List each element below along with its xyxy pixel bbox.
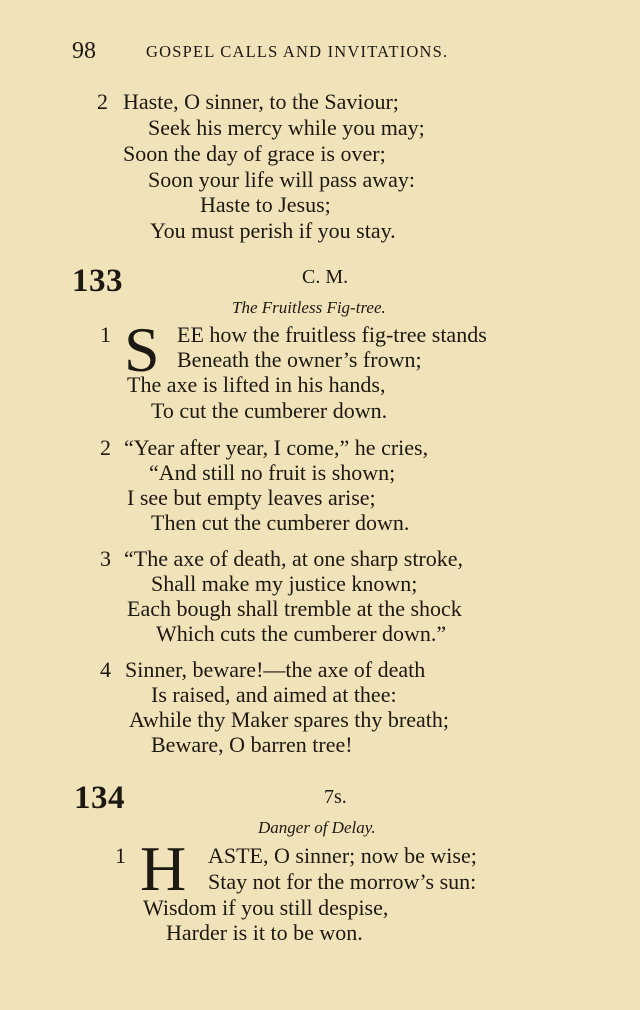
verse-line: I see but empty leaves arise; bbox=[127, 485, 376, 510]
verse-number: 1 bbox=[100, 322, 111, 347]
page-number: 98 bbox=[72, 38, 96, 64]
verse-line: Is raised, and aimed at thee: bbox=[151, 682, 397, 707]
verse-line: Soon your life will pass away: bbox=[148, 167, 416, 192]
hymn-title: The Fruitless Fig-tree. bbox=[232, 298, 386, 317]
verse-line: Soon the day of grace is over; bbox=[123, 141, 386, 166]
verse-line: EE how the fruitless fig-tree stands bbox=[177, 322, 487, 347]
hymn-title: Danger of Delay. bbox=[258, 818, 376, 837]
hymn-number: 134 bbox=[74, 780, 125, 816]
verse-line: Awhile thy Maker spares thy breath; bbox=[129, 707, 449, 732]
verse-line: You must perish if you stay. bbox=[150, 218, 396, 243]
verse-line: Shall make my justice known; bbox=[151, 571, 418, 596]
verse-line: To cut the cumberer down. bbox=[151, 398, 388, 423]
verse-number: 2 bbox=[100, 435, 111, 460]
verse-line: “Year after year, I come,” he cries, bbox=[124, 435, 429, 460]
hymn-number: 133 bbox=[72, 263, 123, 299]
hymn-meter: 7s. bbox=[324, 786, 347, 808]
running-title: GOSPEL CALLS AND INVITATIONS. bbox=[146, 42, 449, 61]
verse-number: 4 bbox=[100, 657, 111, 682]
verse-number: 1 bbox=[115, 843, 126, 868]
verse-line: Which cuts the cumberer down.” bbox=[156, 621, 447, 646]
verse-line: Wisdom if you still despise, bbox=[143, 895, 389, 920]
drop-cap: H bbox=[140, 833, 187, 904]
hymn-meter: C. M. bbox=[302, 266, 349, 288]
verse-line: The axe is lifted in his hands, bbox=[127, 372, 386, 397]
verse-line: Seek his mercy while you may; bbox=[148, 115, 425, 140]
verse-line: Harder is it to be won. bbox=[166, 920, 363, 945]
verse-line: Each bough shall tremble at the shock bbox=[127, 596, 462, 621]
verse-number: 3 bbox=[100, 546, 111, 571]
verse-line: Haste to Jesus; bbox=[200, 192, 331, 217]
verse-line: Beware, O barren tree! bbox=[151, 732, 353, 757]
verse-line: ASTE, O sinner; now be wise; bbox=[208, 843, 477, 868]
drop-cap: S bbox=[124, 314, 160, 385]
verse-line: “The axe of death, at one sharp stroke, bbox=[124, 546, 464, 571]
verse-line: Beneath the owner’s frown; bbox=[177, 347, 422, 372]
verse-line: Stay not for the morrow’s sun: bbox=[208, 869, 477, 894]
verse-line: Sinner, beware!—the axe of death bbox=[125, 657, 426, 682]
page-header bbox=[72, 38, 532, 68]
verse-number: 2 bbox=[97, 89, 108, 114]
verse-line: Then cut the cumberer down. bbox=[151, 510, 410, 535]
verse-line: “And still no fruit is shown; bbox=[149, 460, 396, 485]
verse-line: Haste, O sinner, to the Saviour; bbox=[123, 89, 399, 114]
